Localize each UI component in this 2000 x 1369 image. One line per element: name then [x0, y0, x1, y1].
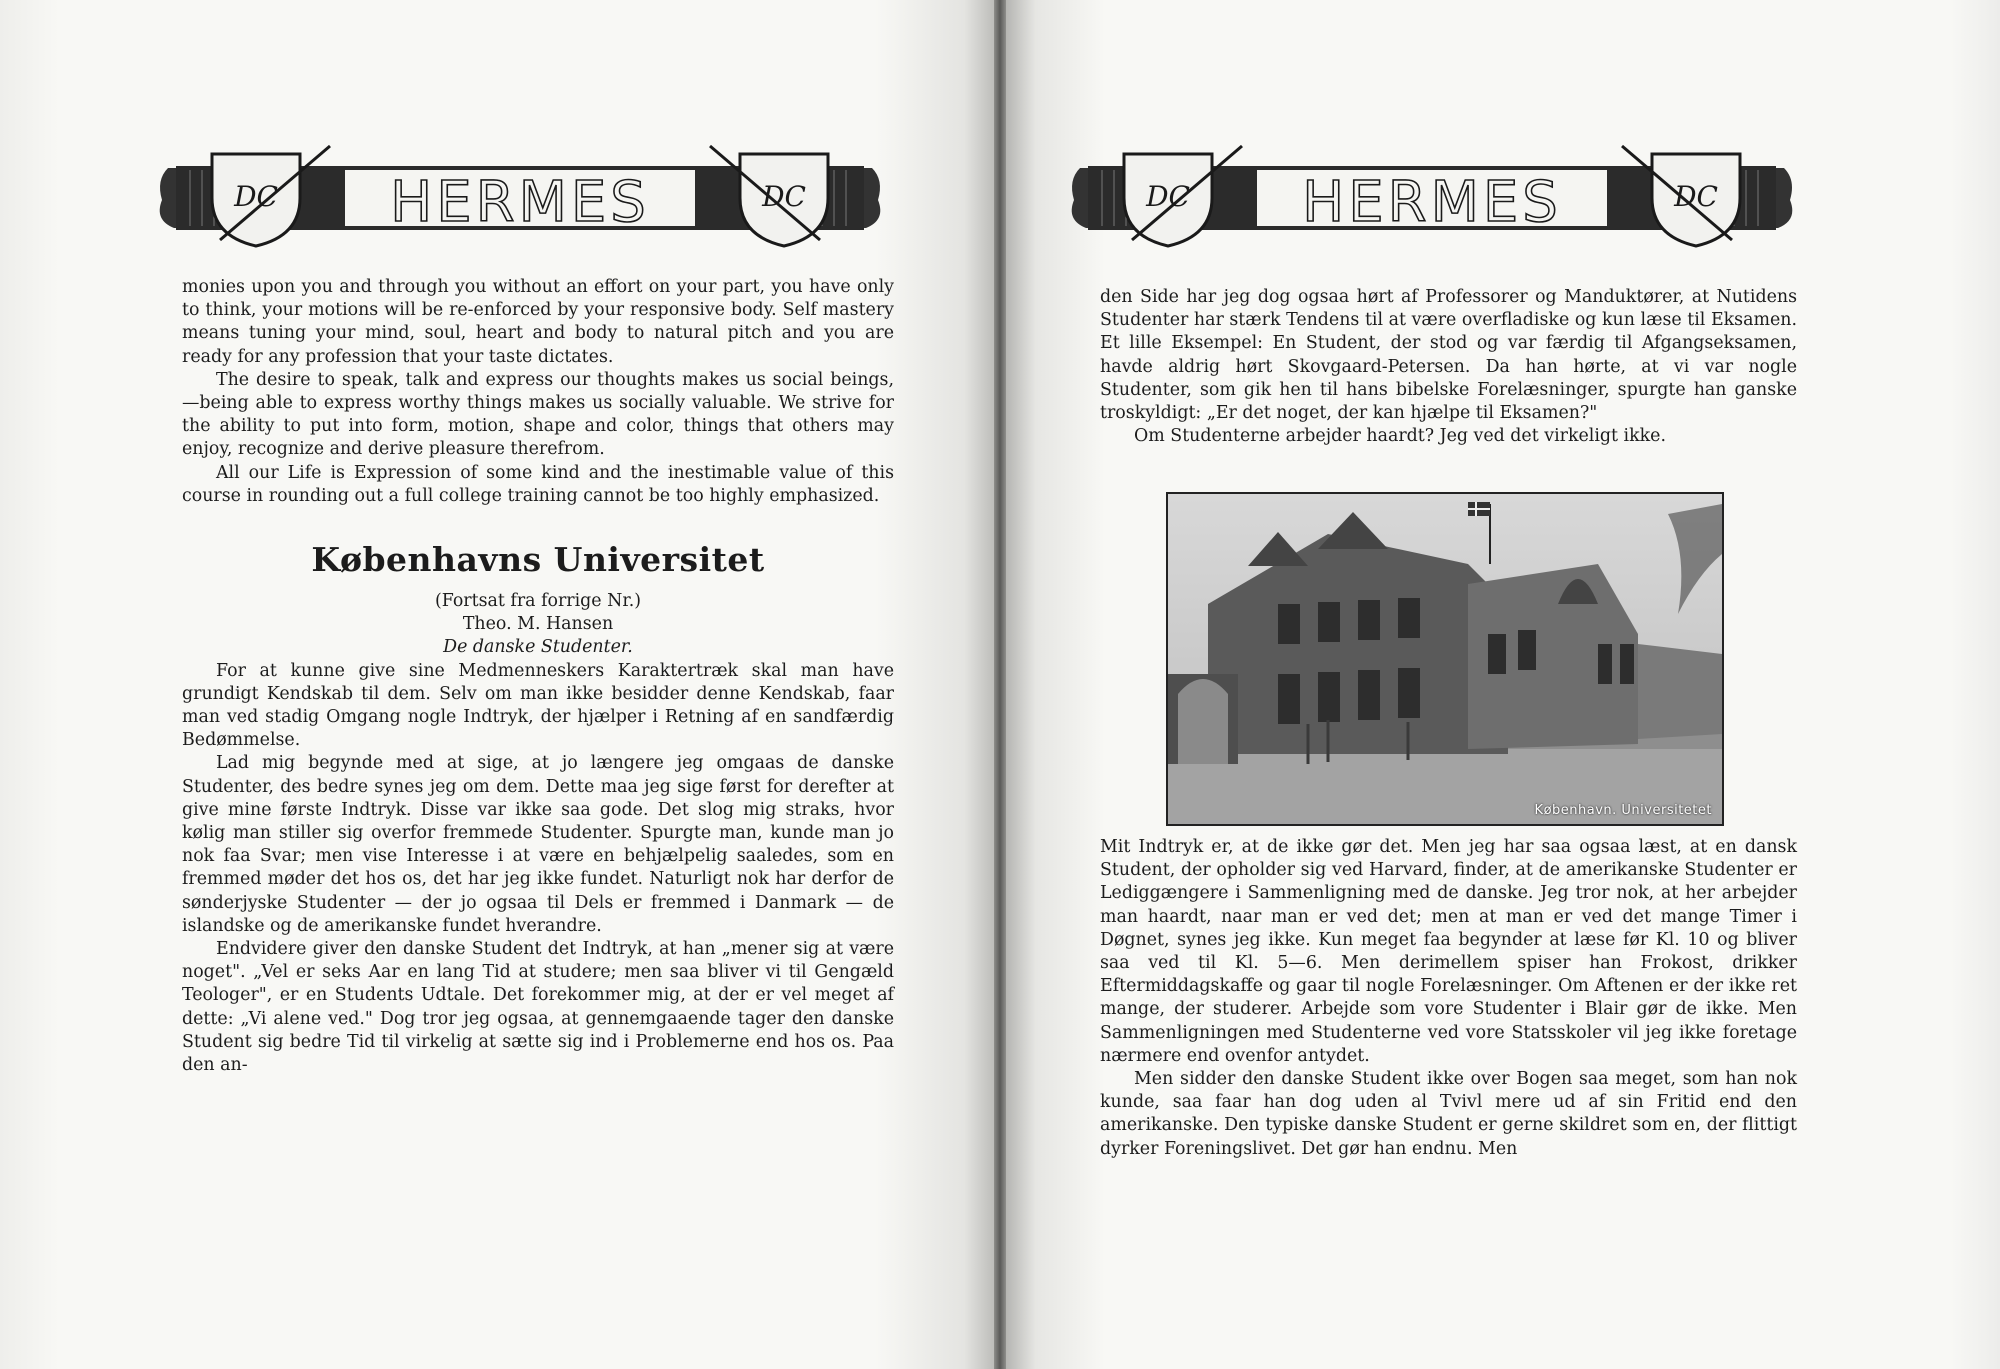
right-text-column-top — [1100, 286, 1797, 448]
paragraph: Men sidder den danske Student ikke over Bogen saa meget, som han nok kunde, saa faar han dog uden al Tvivl mere ud af sin Fritid end den amerikanske. Den typiske danske Student er gerne skildret som en, der flittigt dyrker Foreningslivet. Det gør han endnu. Men — [1100, 1069, 1797, 1159]
paragraph: The desire to speak, talk and express our thoughts makes us social beings,—being able to express worthy things makes us socially valuable. We strive for the ability to put into form, motion, shape and color, things that others may enjoy, recognize and derive pleasure therefrom. — [182, 369, 894, 460]
banner-title: HERMES — [1302, 170, 1562, 235]
shield-monogram-right: DC — [1674, 180, 1718, 213]
banner-title: HERMES — [390, 170, 650, 235]
photo-caption: København. Universitetet — [1534, 803, 1712, 818]
shield-monogram-right: DC — [762, 180, 806, 213]
shield-monogram-left: DC — [1146, 180, 1190, 213]
paragraph: Endvidere giver den danske Student det Indtryk, at han „mener sig at være noget". „Vel er seks Aar en lang Tid at studere; men saa bliver vi til Gengæld Teologer", er en Students Udtale. Det forekommer mig, at der er vel meget af dette: „Vi alene ved." Dog tror jeg ogsaa, at gennemgaaende tager den danske Student sig bedre Tid til virkelig at sætte sig ind i Problemerne end hos os. Paa den an- — [182, 939, 894, 1076]
article-title: Københavns Universitet — [311, 540, 765, 580]
shield-monogram-left: DC — [234, 180, 278, 213]
paragraph: Lad mig begynde med at sige, at jo længere jeg omgaas de danske Studenter, des bedre synes jeg om dem. Dette maa jeg sige først for derefter at give mine første Indtryk. Disse var ikke saa gode. Det slog mig straks, hvor kølig man stiller sig overfor fremmede Studenter. Spurgte man, kunde man jo nok faa Svar; men vise Interesse i at være en behjælpelig saaledes, som en fremmed møder det hos os, det har jeg ikke fundet. Naturligt nok har derfor de sønderjyske Studenter — der jo ogsaa til Dels er fremmed i Danmark — de islandske og de amerikanske fundet hverandre. — [182, 753, 894, 936]
header-banner-left — [150, 140, 890, 250]
article-continued-note: (Fortsat fra forrige Nr.) — [434, 591, 642, 612]
header-banner-right — [1062, 140, 1802, 250]
paragraph: monies upon you and through you without an effort on your part, you have only to think, your motions will be re-enforced by your responsive body. Self mastery means tuning your mind, soul, heart and body to natural pitch and you are ready for any profession that your taste dictates. — [182, 277, 894, 367]
article-author: Theo. M. Hansen — [462, 614, 614, 635]
section-heading: De danske Studenter. — [443, 637, 633, 658]
paragraph: For at kunne give sine Medmenneskers Karaktertræk skal man have grundigt Kendskab til dem. Selv om man ikke besidder denne Kendskab, faar man ved stadig Omgang nogle Indtryk, der hjælper i Retning af en sandfærdig Bedømmelse. — [182, 660, 894, 751]
right-text-column-bottom — [1100, 836, 1797, 1161]
left-text-column — [182, 276, 894, 1077]
paragraph: Om Studenterne arbejder haardt? Jeg ved det virkeligt ikke. — [1134, 426, 1667, 447]
building-illustration — [1168, 494, 1722, 824]
university-photo — [1166, 492, 1724, 826]
page-gutter — [994, 0, 1006, 1369]
paragraph: All our Life is Expression of some kind and the inestimable value of this course in rounding out a full college training cannot be too highly emphasized. — [182, 462, 894, 506]
paragraph: den Side har jeg dog ogsaa hørt af Professorer og Manduktører, at Nutidens Studenter har stærk Tendens til at være overfladiske og kun læse til Eksamen. Et lille Eksempel: En Student, der stod og var færdig til Afgangseksamen, havde aldrig hørt Skovgaard-Petersen. Da han hørte, at vi var nogle Studenter, som gik hen til hans bibelske Forelæsninger, spurgte han ganske troskyldigt: „Er det noget, der kan hjælpe til Eksamen?" — [1100, 287, 1797, 424]
paragraph: Mit Indtryk er, at de ikke gør det. Men jeg har saa ogsaa læst, at en dansk Student, der opholder sig ved Harvard, finder, at de amerikanske Studenter er Lediggængere i Sammenligning med de danske. Jeg tror nok, at her arbejder man haardt, naar man er ved det; men at man er ved det mange Timer i Døgnet, synes jeg ikke. Kun meget faa begynder at læse før Kl. 10 og bliver saa ved til Kl. 5—6. Men derimellem spiser han Frokost, drikker Eftermiddagskaffe og gaar til nogle Forelæsninger. Om Aftenen er der ikke ret mange, der studerer. Arbejde som vore Studenter i Blair gør de ikke. Men Sammenligningen med Studenterne ved vore Statsskoler vil jeg ikke foretage nærmere end ovenfor antydet. — [1100, 837, 1797, 1066]
